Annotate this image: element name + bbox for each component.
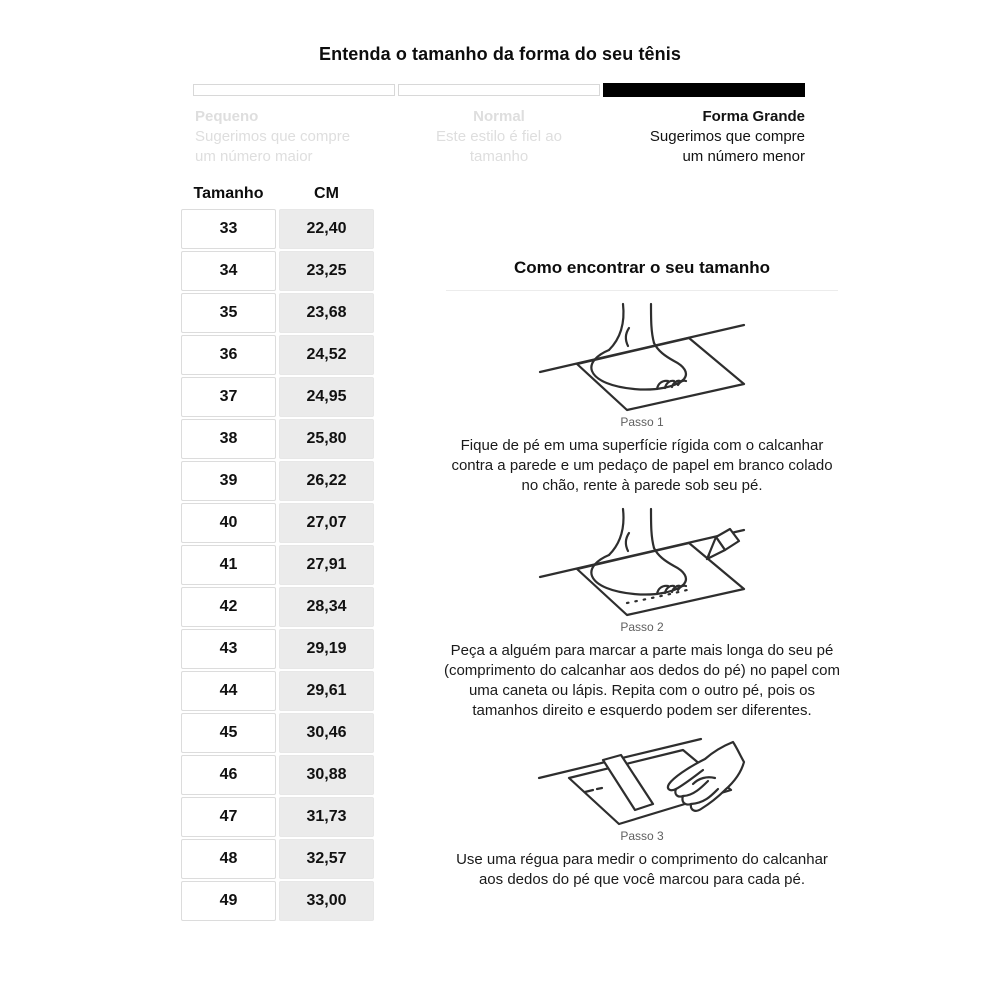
size-cell: 39 (181, 461, 276, 501)
step-3 (432, 731, 852, 890)
size-cell: 45 (181, 713, 276, 753)
cm-cell: 28,34 (279, 587, 374, 627)
cm-cell: 30,88 (279, 755, 374, 795)
size-cell: 49 (181, 881, 276, 921)
foot-on-paper-icon (537, 301, 747, 413)
cm-cell: 23,68 (279, 293, 374, 333)
size-cell: 43 (181, 629, 276, 669)
cm-cell: 29,19 (279, 629, 374, 669)
fit-label-normal (423, 107, 575, 167)
table-row (181, 671, 374, 711)
cm-cell: 32,57 (279, 839, 374, 879)
foot-marking-pencil-icon (537, 506, 747, 618)
cm-cell: 31,73 (279, 797, 374, 837)
fit-scale-labels (193, 107, 805, 171)
fit-label-forma-grande (637, 107, 805, 167)
cm-cell: 26,22 (279, 461, 374, 501)
table-row (181, 209, 374, 249)
fit-scale-bar (193, 84, 805, 96)
size-cell: 38 (181, 419, 276, 459)
step-1 (432, 301, 852, 496)
fit-label-pequeno (195, 107, 357, 167)
table-row (181, 629, 374, 669)
cm-cell: 23,25 (279, 251, 374, 291)
fit-scale (193, 84, 805, 171)
fit-label-title: Forma Grande (702, 108, 805, 125)
cm-cell: 27,07 (279, 503, 374, 543)
table-row (181, 545, 374, 585)
fit-label-description: Sugerimos que compre um número menor (649, 128, 805, 165)
size-column-header: Tamanho (193, 185, 264, 202)
cm-cell: 33,00 (279, 881, 374, 921)
fit-label-description: Sugerimos que compre um número maior (195, 128, 351, 165)
size-cell: 40 (181, 503, 276, 543)
table-row (181, 377, 374, 417)
size-cell: 36 (181, 335, 276, 375)
size-cell: 44 (181, 671, 276, 711)
cm-cell: 24,95 (279, 377, 374, 417)
step-label: Passo 1 (620, 415, 664, 429)
step-2 (432, 506, 852, 721)
size-cell: 42 (181, 587, 276, 627)
table-row (181, 797, 374, 837)
table-row (181, 461, 374, 501)
cm-cell: 27,91 (279, 545, 374, 585)
table-row (181, 881, 374, 921)
table-row (181, 503, 374, 543)
table-row (181, 335, 374, 375)
fit-scale-segment-pequeno (193, 84, 395, 96)
page-title: Entenda o tamanho da forma do seu tênis (319, 44, 681, 64)
cm-cell: 25,80 (279, 419, 374, 459)
fit-label-title: Normal (473, 108, 525, 125)
fit-scale-segment-normal (398, 84, 600, 96)
step-label: Passo 2 (620, 620, 664, 634)
table-row (181, 839, 374, 879)
cm-column-header: CM (314, 185, 339, 202)
size-table-header (181, 185, 374, 203)
size-cell: 46 (181, 755, 276, 795)
size-cell: 35 (181, 293, 276, 333)
fit-label-title: Pequeno (195, 108, 259, 125)
divider (446, 290, 838, 291)
cm-cell: 30,46 (279, 713, 374, 753)
step-label: Passo 3 (620, 829, 664, 843)
fit-label-description: Este estilo é fiel ao tamanho (436, 128, 562, 165)
how-to-title: Como encontrar o seu tamanho (514, 258, 770, 277)
fit-scale-segment-forma-grande (603, 83, 805, 97)
size-cell: 41 (181, 545, 276, 585)
size-table-body (181, 209, 374, 921)
cm-cell: 29,61 (279, 671, 374, 711)
size-table (181, 185, 374, 923)
table-row (181, 419, 374, 459)
cm-cell: 24,52 (279, 335, 374, 375)
table-row (181, 587, 374, 627)
hand-ruler-icon (537, 731, 747, 827)
table-row (181, 293, 374, 333)
table-row (181, 713, 374, 753)
step-text: Use uma régua para medir o comprimento do calcanhar aos dedos do pé que você marcou para cada pé. (456, 851, 828, 888)
size-cell: 37 (181, 377, 276, 417)
size-cell: 34 (181, 251, 276, 291)
step-text: Peça a alguém para marcar a parte mais longa do seu pé (comprimento do calcanhar aos dedos do pé) no papel com uma caneta ou lápis. Repita com o outro pé, pois os tamanhos direito e esquerdo podem ser diferentes. (443, 642, 841, 719)
size-cell: 47 (181, 797, 276, 837)
size-cell: 48 (181, 839, 276, 879)
table-row (181, 251, 374, 291)
cm-cell: 22,40 (279, 209, 374, 249)
size-cell: 33 (181, 209, 276, 249)
step-text: Fique de pé em uma superfície rígida com o calcanhar contra a parede e um pedaço de papel em branco colado no chão, rente à parede sob seu pé. (451, 437, 833, 494)
table-row (181, 755, 374, 795)
how-to-section (432, 258, 852, 890)
